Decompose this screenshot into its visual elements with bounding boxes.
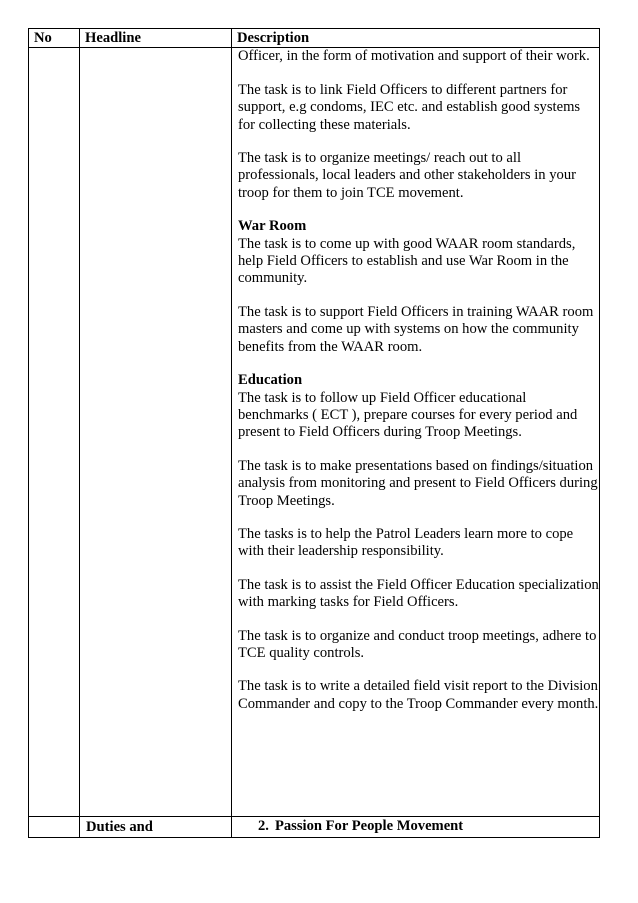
section-heading-war-room: War Room	[238, 218, 307, 235]
section-heading-education: Education	[238, 372, 303, 389]
paragraph	[238, 372, 599, 442]
paragraph	[238, 458, 599, 510]
header-headline: Headline	[80, 29, 232, 48]
paragraph	[238, 82, 599, 134]
section-number: 2.	[258, 818, 269, 835]
paragraph	[238, 526, 599, 561]
paragraph-text: The task is to organize meetings/ reach out to all professionals, local leaders and other stakeholders in your troop for them to join TCE movement.	[238, 150, 576, 201]
table-row	[29, 48, 600, 817]
no-cell	[29, 48, 80, 817]
paragraph	[238, 48, 599, 65]
paragraph-text: The task is to support Field Officers in training WAAR room masters and come up with systems on how the community benefits from the WAAR room.	[238, 303, 594, 355]
headline-cell	[80, 48, 232, 817]
table-row-footer	[29, 817, 600, 837]
paragraph-text: The task is to make presentations based on findings/situation analysis from monitoring and present to Field Officers during Troop Meetings.	[238, 457, 598, 509]
paragraph	[238, 678, 599, 713]
description-table	[28, 28, 600, 838]
section-title-cell	[232, 817, 600, 837]
paragraph	[238, 218, 599, 288]
paragraph	[238, 150, 599, 202]
paragraph-text: The task is to write a detailed field visit report to the Division Commander and copy to the Troop Commander every month.	[238, 678, 599, 712]
paragraph-text: The task is to link Field Officers to different partners for support, e.g condoms, IEC etc. and establish good systems for collecting these materials.	[238, 81, 581, 133]
paragraph-text: The task is to organize and conduct troop meetings, adhere to TCE quality controls.	[238, 627, 597, 661]
header-description: Description	[232, 29, 600, 48]
paragraph-text: The task is to follow up Field Officer educational benchmarks ( ECT ), prepare courses for every period and present to Field Officers during Troop Meetings.	[238, 389, 578, 441]
paragraph-text: The tasks is to help the Patrol Leaders learn more to cope with their leadership responsibility.	[238, 525, 574, 560]
paragraph-text: The task is to come up with good WAAR room standards, help Field Officers to establish and use War Room in the community.	[238, 235, 576, 287]
description-cell	[232, 48, 600, 817]
paragraph-text: The task is to assist the Field Officer Education specialization with marking tasks for Field Officers.	[238, 576, 599, 611]
no-cell	[29, 817, 80, 837]
table-header-row	[29, 29, 600, 48]
section-title: Passion For People Movement	[274, 818, 464, 835]
paragraph	[238, 577, 599, 612]
header-no: No	[29, 29, 80, 48]
paragraph	[238, 304, 599, 356]
duties-headline: Duties and	[80, 817, 232, 837]
paragraph-text: Officer, in the form of motivation and support of their work.	[238, 48, 590, 65]
paragraph	[238, 628, 599, 663]
